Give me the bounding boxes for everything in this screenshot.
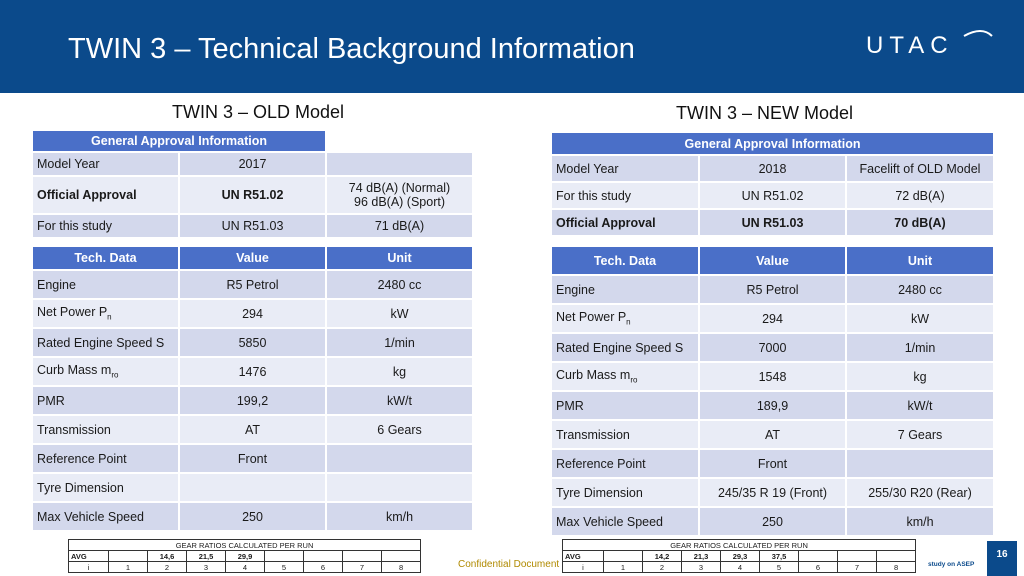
table-row: Net Power $P_n$ 294 kW: [551, 304, 994, 333]
page-title: TWIN 3 – Technical Background Information: [68, 33, 635, 65]
table-row: For this study UN R51.02 72 dB(A): [551, 182, 994, 209]
table-row: Reference Point Front: [32, 444, 473, 473]
table-row: PMR 189,9 kW/t: [551, 391, 994, 420]
approval-header: General Approval Information: [32, 130, 326, 152]
table-header-row: [32, 130, 473, 152]
table-row: Max Vehicle Speed 250 km/h: [551, 507, 994, 536]
table-row: Transmission AT 6 Gears: [32, 415, 473, 444]
confidential-label: Confidential Document: [458, 559, 560, 570]
table-row: Curb Mass $m_{ro}$ 1476 kg: [32, 357, 473, 386]
old-tech-table: [31, 245, 474, 532]
table-row: Reference Point Front: [551, 449, 994, 478]
study-note: study on ASEP: [928, 561, 975, 568]
new-gear-ratio-table: [562, 539, 916, 573]
svg-text:UTAC: UTAC: [866, 32, 954, 58]
gear-caption: GEAR RATIOS CALCULATED PER RUN: [563, 540, 916, 551]
new-tech-table: [550, 245, 995, 537]
table-row: PMR 199,2 kW/t: [32, 386, 473, 415]
table-row: Official Approval UN R51.03 70 dB(A): [551, 209, 994, 236]
table-row: Model Year 2017: [32, 152, 473, 176]
approval-header: General Approval Information: [551, 132, 994, 155]
table-row: Model Year 2018 Facelift of OLD Model: [551, 155, 994, 182]
title-bar: [0, 0, 1024, 93]
table-row: Curb Mass $m_{ro}$ 1548 kg: [551, 362, 994, 391]
table-row: Rated Engine Speed S 5850 1/min: [32, 328, 473, 357]
table-row: Net Power $P_n$ 294 kW: [32, 299, 473, 328]
gear-avg-row: AVG 14,2 21,3 29,3 37,5: [563, 551, 916, 562]
old-model-title: TWIN 3 – OLD Model: [172, 102, 345, 122]
table-header-row: [551, 132, 994, 155]
utac-logo: [866, 28, 996, 58]
table-header-row: Tech. Data Value Unit: [551, 246, 994, 275]
new-approval-table: [550, 131, 995, 237]
table-row: Transmission AT 7 Gears: [551, 420, 994, 449]
gear-index-row: i 1 2 3 4 5 6 7 8: [563, 562, 916, 573]
table-row: Rated Engine Speed S 7000 1/min: [551, 333, 994, 362]
table-row: For this study UN R51.03 71 dB(A): [32, 214, 473, 238]
gear-index-row: i 1 2 3 4 5 6 7 8: [69, 562, 421, 573]
table-row: Engine R5 Petrol 2480 cc: [32, 270, 473, 299]
new-model-title: TWIN 3 – NEW Model: [676, 103, 854, 123]
table-header-row: Tech. Data Value Unit: [32, 246, 473, 270]
gear-avg-row: AVG 14,6 21,5 29,9: [69, 551, 421, 562]
table-row: Tyre Dimension 245/35 R 19 (Front) 255/30 R20 (Rear): [551, 478, 994, 507]
table-row: Tyre Dimension: [32, 473, 473, 502]
table-row: Engine R5 Petrol 2480 cc: [551, 275, 994, 304]
gear-caption: GEAR RATIOS CALCULATED PER RUN: [69, 540, 421, 551]
old-approval-table: [31, 129, 474, 239]
table-row: Official Approval UN R51.02 74 dB(A) (Normal) 96 dB(A) (Sport): [32, 176, 473, 214]
page-number: 16: [987, 541, 1017, 576]
table-row: Max Vehicle Speed 250 km/h: [32, 502, 473, 531]
old-gear-ratio-table: [68, 539, 421, 573]
